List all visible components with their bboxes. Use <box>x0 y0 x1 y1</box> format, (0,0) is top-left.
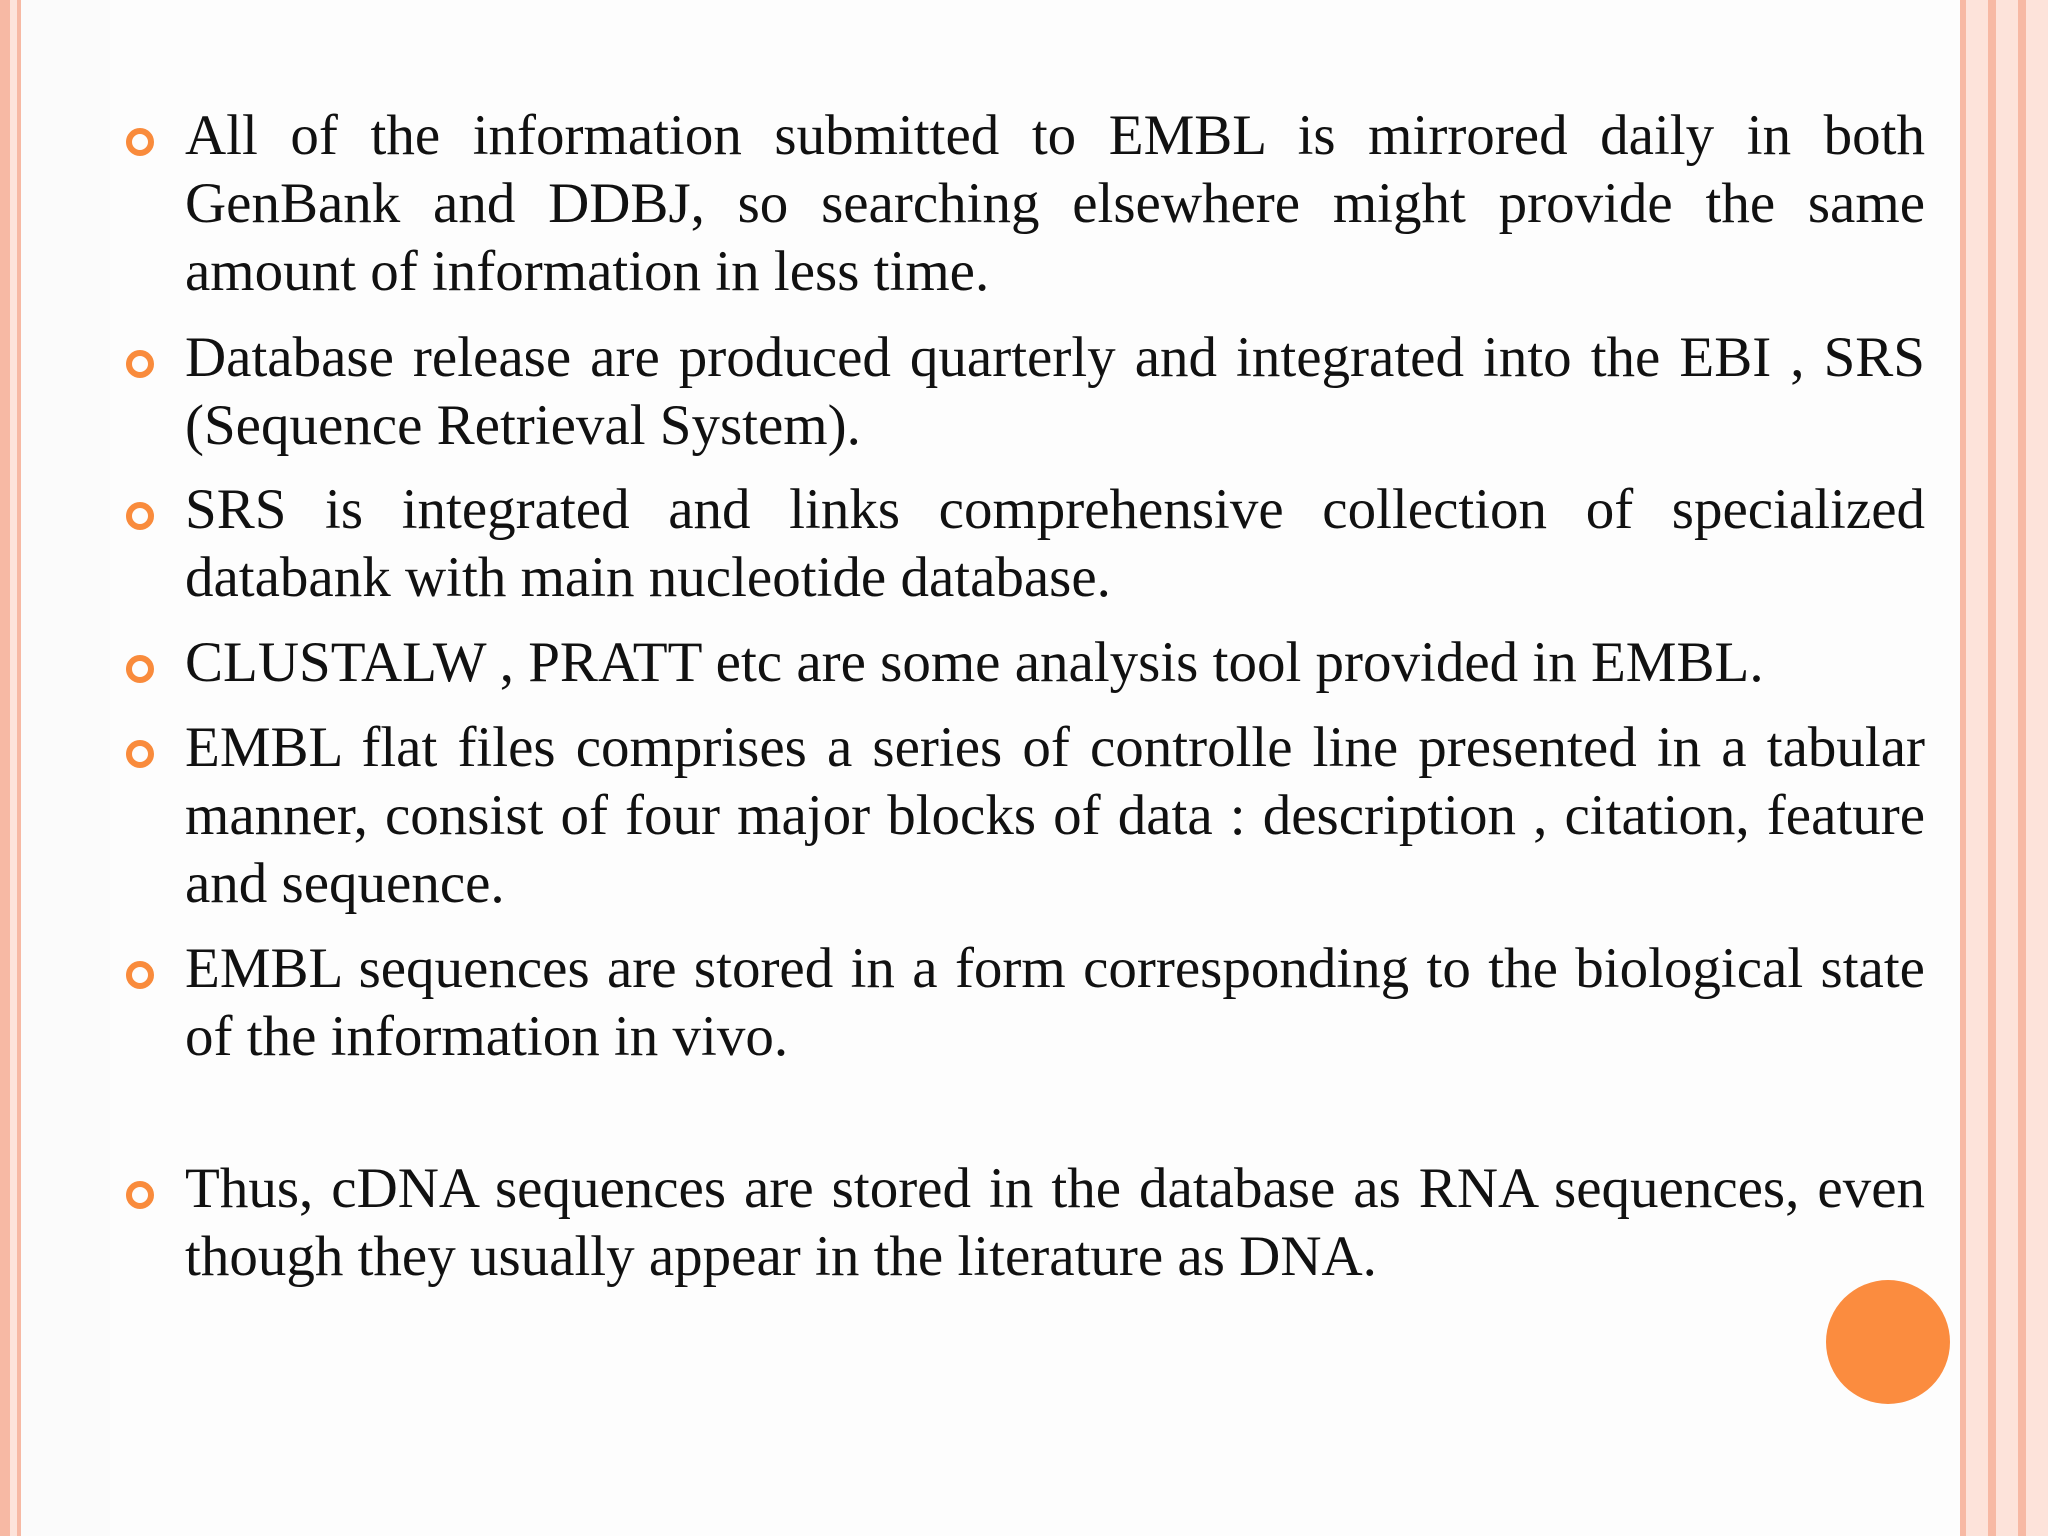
decorative-orange-circle <box>1826 1280 1950 1404</box>
right-border-stripe <box>1988 0 1996 1536</box>
bullet-text: EMBL flat files comprises a series of controlle line presented in a tabular manner, consist of four major blocks of data : description , citation, feature and sequence. <box>185 716 1925 915</box>
bullet-text: CLUSTALW , PRATT etc are some analysis tool provided in EMBL. <box>185 631 1764 694</box>
bullet-ring-icon <box>126 350 154 378</box>
bullet-ring-icon <box>126 502 154 530</box>
bullet-text: Database release are produced quarterly and integrated into the EBI , SRS (Sequence Retrieval System). <box>185 326 1925 457</box>
right-border-stripe <box>2018 0 2026 1536</box>
bullet-item <box>120 102 1925 306</box>
bullet-ring-icon <box>126 1181 154 1209</box>
bullet-item <box>120 629 1925 697</box>
bullet-ring-icon <box>126 740 154 768</box>
bullet-ring-icon <box>126 655 154 683</box>
right-border-stripe <box>2026 0 2048 1536</box>
bullet-item <box>120 935 1925 1071</box>
bullet-ring-icon <box>126 128 154 156</box>
bullet-item <box>120 1155 1925 1291</box>
bullet-list <box>120 102 1925 1291</box>
bullet-ring-icon <box>126 961 154 989</box>
bullet-text: EMBL sequences are stored in a form corresponding to the biological state of the information in vivo. <box>185 937 1925 1068</box>
right-border-stripe <box>1966 0 1988 1536</box>
right-border-stripe <box>1996 0 2018 1536</box>
bullet-item <box>120 714 1925 918</box>
left-panel <box>21 0 110 1536</box>
bullet-text: SRS is integrated and links comprehensive collection of specialized databank with main nucleotide database. <box>185 478 1925 609</box>
bullet-text: Thus, cDNA sequences are stored in the database as RNA sequences, even though they usually appear in the literature as DNA. <box>185 1157 1925 1288</box>
bullet-text: All of the information submitted to EMBL is mirrored daily in both GenBank and DDBJ, so searching elsewhere might provide the same amount of information in less time. <box>185 104 1925 303</box>
left-border-stripe <box>0 0 10 1536</box>
bullet-item <box>120 476 1925 612</box>
left-border-stripe <box>10 0 17 1536</box>
bullet-item <box>120 324 1925 460</box>
